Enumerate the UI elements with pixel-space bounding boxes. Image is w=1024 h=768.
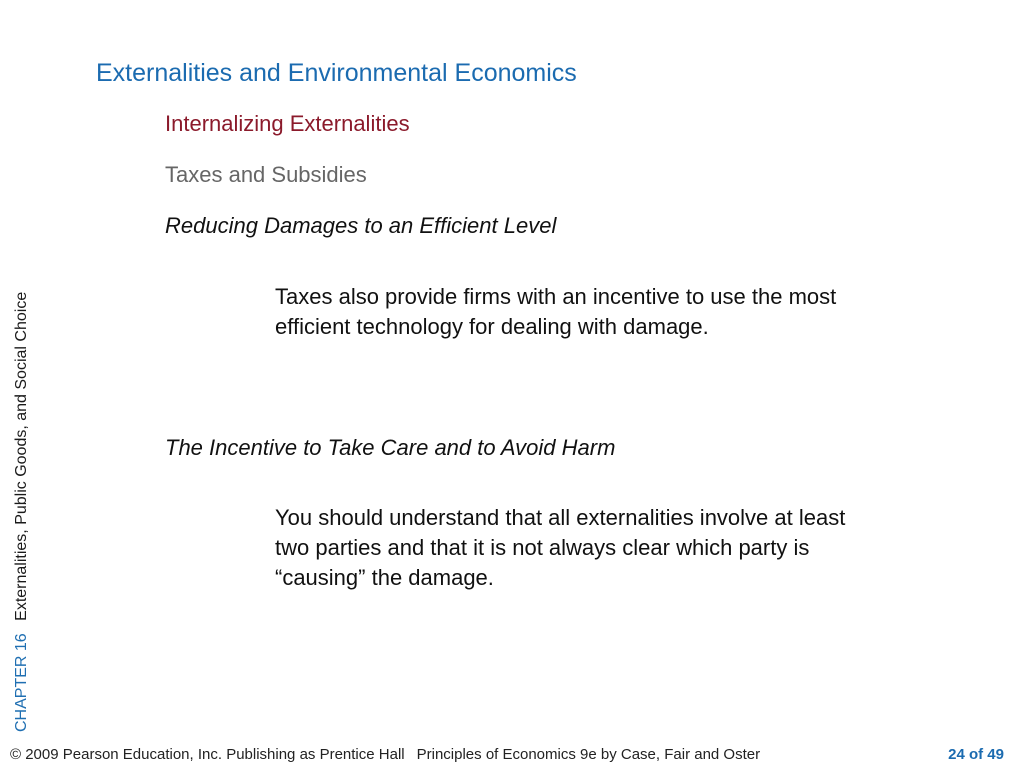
chapter-number: CHAPTER 16: [13, 633, 30, 732]
section-heading: The Incentive to Take Care and to Avoid Harm: [165, 435, 616, 460]
book-title: Principles of Economics 9e by Case, Fair and Oster: [416, 746, 761, 763]
section-paragraph: You should understand that all externalities involve at least two parties and that it is not always clear which party is “causing” the damage.: [275, 505, 846, 590]
chapter-title: Externalities, Public Goods, and Social Choice: [13, 291, 30, 621]
footer-credits: [10, 746, 760, 763]
copyright-text: © 2009 Pearson Education, Inc. Publishing as Prentice Hall: [10, 746, 405, 763]
section-heading: Reducing Damages to an Efficient Level: [165, 213, 557, 238]
slide-subtitle: Internalizing Externalities: [165, 111, 410, 136]
slide-topic: Taxes and Subsidies: [165, 162, 367, 187]
chapter-sidebar-label: [10, 236, 34, 732]
slide-title: Externalities and Environmental Economics: [96, 59, 577, 87]
page-indicator: 24 of 49: [948, 746, 1004, 763]
section-paragraph: Taxes also provide firms with an incentive to use the most efficient technology for dealing with damage.: [275, 284, 837, 339]
